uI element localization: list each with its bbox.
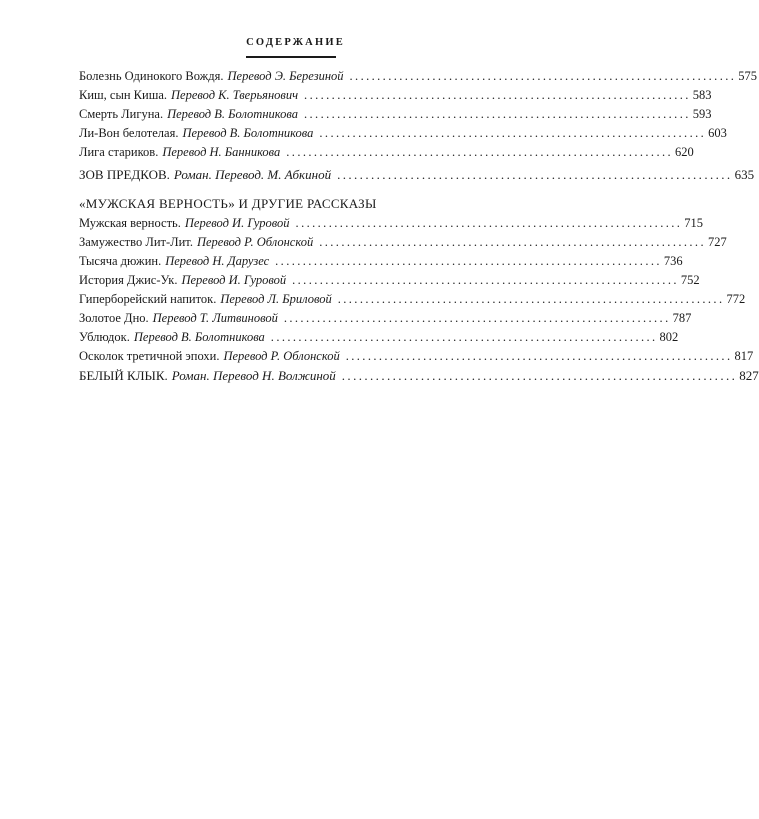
toc-entry — [79, 214, 704, 233]
section-heading: «МУЖСКАЯ ВЕРНОСТЬ» И ДРУГИЕ РАССКАЗЫ — [79, 196, 377, 211]
toc-entry — [79, 165, 755, 184]
toc-entry — [79, 124, 727, 143]
dot-leader: ...................................................................... — [275, 254, 662, 268]
entry-translator: Роман. Перевод Н. Волжиной — [171, 368, 336, 383]
toc-entry — [79, 347, 754, 366]
dot-leader: ...................................................................... — [349, 69, 737, 83]
entry-title: Ублюдок. — [79, 330, 130, 344]
toc-entry — [79, 105, 712, 124]
dot-leader: ...................................................................... — [341, 368, 738, 383]
entry-translator: Перевод Н. Банникова — [162, 145, 281, 159]
entry-translator: Перевод Э. Березиной — [227, 69, 344, 83]
entry-page: 752 — [680, 273, 700, 287]
entry-title: Ли-Вон белотелая. — [79, 126, 179, 140]
toc-entry — [79, 233, 727, 252]
dot-leader: ...................................................................... — [292, 273, 679, 287]
dot-leader: ...................................................................... — [319, 126, 707, 140]
entry-translator: Перевод Р. Облонской — [196, 235, 314, 249]
entry-title: Гиперборейский напиток. — [79, 292, 217, 306]
entry-title: Мужская верность. — [79, 216, 181, 230]
entry-title: Смерть Лигуна. — [79, 107, 164, 121]
entry-translator: Перевод Л. Бриловой — [220, 292, 332, 306]
entry-title: Осколок третичной эпохи. — [79, 349, 220, 363]
entry-page: 787 — [672, 311, 692, 325]
toc-novel-1 — [79, 165, 755, 184]
dot-leader: ...................................................................... — [337, 167, 733, 182]
entry-title: Золотое Дно. — [79, 311, 149, 325]
entry-translator: Перевод В. Болотникова — [167, 107, 298, 121]
dot-leader: ...................................................................... — [304, 88, 691, 102]
entry-title: Замужество Лит-Лит. — [79, 235, 193, 249]
toc-entry — [79, 67, 758, 86]
entry-translator: Перевод В. Болотникова — [182, 126, 314, 140]
entry-title: История Джис-Ук. — [79, 273, 178, 287]
entry-page: 583 — [692, 88, 712, 102]
toc-entry — [79, 290, 746, 309]
toc-entry — [79, 271, 700, 290]
toc-entry — [79, 143, 694, 162]
entry-title: Тысяча дюжин. — [79, 254, 162, 268]
entry-page: 772 — [726, 292, 746, 306]
entry-page: 736 — [663, 254, 683, 268]
entry-page: 817 — [734, 349, 754, 363]
toc-novel-2 — [79, 366, 759, 385]
entry-title: Лига стариков. — [79, 145, 159, 159]
heading-rule — [246, 56, 336, 58]
entry-page: 603 — [708, 126, 727, 140]
entry-translator: Перевод И. Гуровой — [184, 216, 290, 230]
dot-leader: ...................................................................... — [286, 145, 674, 159]
entry-translator: Перевод Р. Облонской — [223, 349, 340, 363]
toc-entry — [79, 252, 683, 271]
entry-title: ЗОВ ПРЕДКОВ. — [79, 167, 170, 182]
entry-translator: Роман. Перевод. М. Абкиной — [173, 167, 332, 182]
contents-heading: СОДЕРЖАНИЕ — [246, 37, 345, 48]
entry-translator: Перевод Н. Дарузес — [165, 254, 270, 268]
entry-page: 715 — [684, 216, 704, 230]
entry-title: Болезнь Одинокого Вождя. — [79, 69, 224, 83]
toc-entry — [79, 309, 692, 328]
entry-translator: Перевод И. Гуровой — [181, 273, 287, 287]
entry-page: 575 — [738, 69, 758, 83]
toc-group-1 — [79, 67, 758, 162]
dot-leader: ...................................................................... — [304, 107, 691, 121]
entry-page: 620 — [675, 145, 694, 159]
entry-title: Киш, сын Киша. — [79, 88, 167, 102]
toc-entry — [79, 328, 679, 347]
entry-page: 802 — [659, 330, 679, 344]
entry-translator: Перевод К. Тверьянович — [171, 88, 299, 102]
entry-page: 727 — [707, 235, 727, 249]
toc-group-2 — [79, 194, 754, 366]
dot-leader: ...................................................................... — [270, 330, 658, 344]
entry-translator: Перевод В. Болотникова — [133, 330, 265, 344]
entry-title: БЕЛЫЙ КЛЫК. — [79, 368, 168, 383]
entry-page: 593 — [692, 107, 712, 121]
entry-translator: Перевод Т. Литвиновой — [152, 311, 278, 325]
dot-leader: ...................................................................... — [345, 349, 733, 363]
entry-page: 635 — [734, 167, 755, 182]
toc-entry — [79, 366, 759, 385]
entry-page: 827 — [739, 368, 759, 383]
dot-leader: ...................................................................... — [319, 235, 706, 249]
dot-leader: ...................................................................... — [337, 292, 725, 306]
dot-leader: ...................................................................... — [295, 216, 683, 230]
dot-leader: ...................................................................... — [283, 311, 671, 325]
toc-entry — [79, 86, 712, 105]
